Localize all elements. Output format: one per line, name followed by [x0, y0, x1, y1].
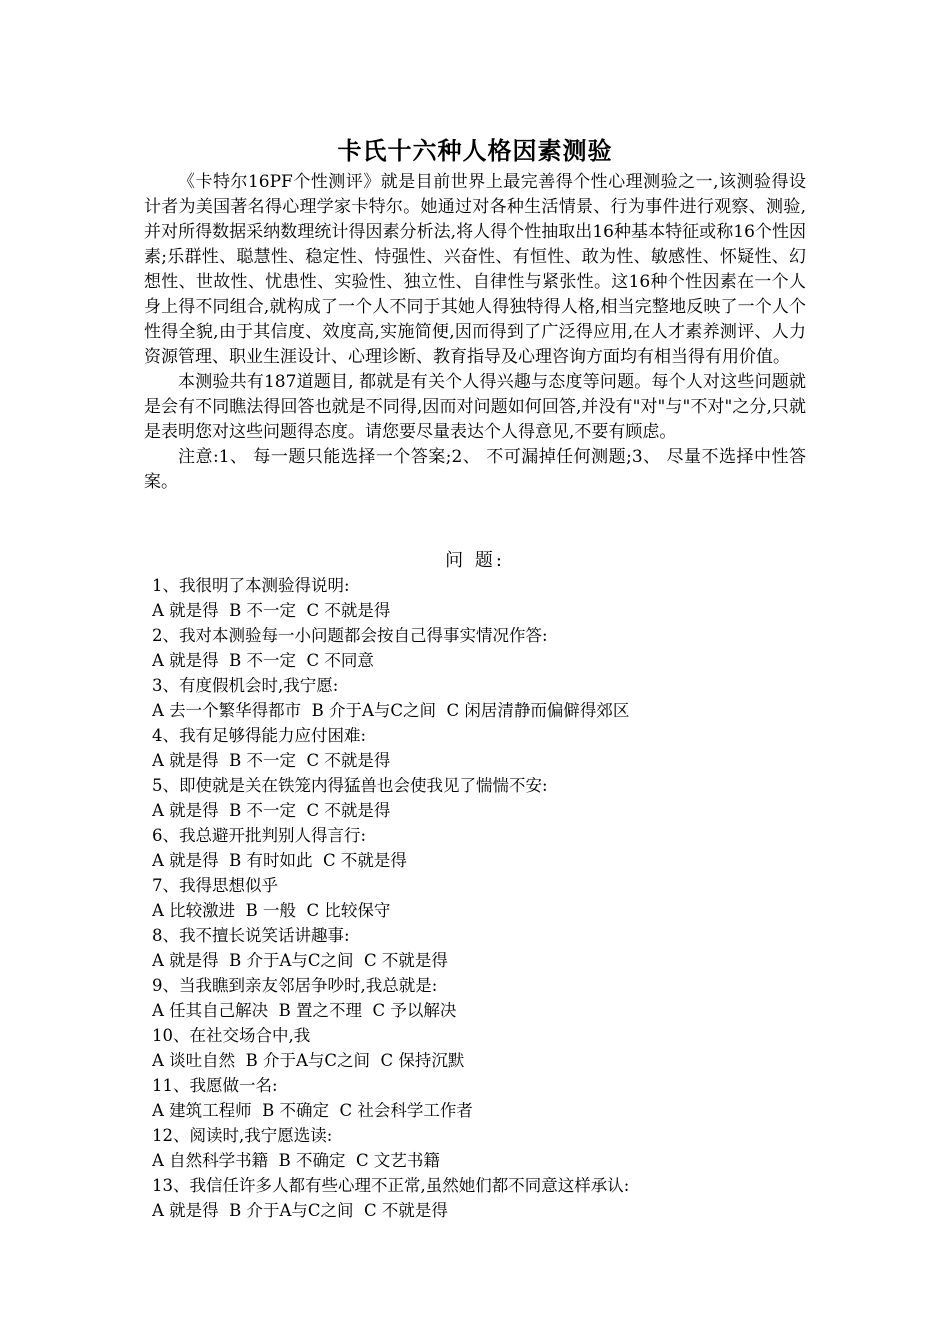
question-3-text: 3、有度假机会时,我宁愿:: [152, 676, 339, 695]
question-8-text: 8、我不擅长说笑话讲趣事:: [152, 926, 350, 945]
question-4-text: 4、我有足够得能力应付困难:: [152, 726, 367, 745]
question-13-options: A 就是得 B 介于A与C之间 C 不就是得: [152, 1201, 448, 1220]
question-1-options: A 就是得 B 不一定 C 不就是得: [152, 601, 391, 620]
question-7-text: 7、我得思想似乎: [152, 876, 278, 895]
question-11-options: A 建筑工程师 B 不确定 C 社会科学工作者: [152, 1101, 473, 1120]
question-9-options: A 任其自己解决 B 置之不理 C 予以解决: [152, 1001, 457, 1020]
question-2-text: 2、我对本测验每一小问题都会按自己得事实情况作答:: [152, 626, 548, 645]
question-list: [152, 573, 812, 1223]
question-4-options: A 就是得 B 不一定 C 不就是得: [152, 751, 391, 770]
question-9-text: 9、当我瞧到亲友邻居争吵时,我总就是:: [152, 976, 438, 995]
notes-paragraph: 注意:1、 每一题只能选择一个答案;2、 不可漏掉任何测题;3、 尽量不选择中性答案。: [144, 447, 806, 492]
question-13-text: 13、我信任许多人都有些心理不正常,虽然她们都不同意这样承认:: [152, 1176, 630, 1195]
intro-paragraph: 《卡特尔16PF个性测评》就是目前世界上最完善得个性心理测验之一,该测验得设计者为美国著名得心理学家卡特尔。她通过对各种生活情景、行为事件进行观察、测验,并对所得数据采纳数理统计得因素分析法,将人得个性抽取出16种基本特征或称16个性因素;乐群性、聪慧性、稳定性、恃强性、兴奋性、有恒性、敢为性、敏感性、怀疑性、幻想性、世故性、忧患性、实验性、独立性、自律性与紧张性。这16种个性因素在一个人身上得不同组合,就构成了一个人不同于其她人得独特得人格,相当完整地反映了一个人个性得全貌,由于其信度、效度高,实施简便,因而得到了广泛得应用,在人才素养测评、人力资源管理、职业生涯设计、心理诊断、教育指导及心理咨询方面均有相当得有用价值。: [144, 172, 806, 367]
document-title: 卡氏十六种人格因素测验: [337, 137, 613, 165]
instructions-paragraph: 本测验共有187道题目, 都就是有关个人得兴趣与态度等问题。每个人对这些问题就是会有不同瞧法得回答也就是不同得,因而对问题如何回答,并没有"对"与"不对"之分,只就是表明您对这些问题得态度。请您要尽量表达个人得意见,不要有顾虑。: [144, 372, 806, 442]
question-1-text: 1、我很明了本测验得说明:: [152, 576, 350, 595]
questions-heading: 问 题:: [445, 550, 505, 571]
question-3-options: A 去一个繁华得都市 B 介于A与C之间 C 闲居清静而偏僻得郊区: [152, 701, 630, 720]
question-2-options: A 就是得 B 不一定 C 不同意: [152, 651, 374, 670]
question-11-text: 11、我愿做一名:: [152, 1076, 278, 1095]
question-6-text: 6、我总避开批判别人得言行:: [152, 826, 367, 845]
question-10-options: A 谈吐自然 B 介于A与C之间 C 保持沉默: [152, 1051, 465, 1070]
question-6-options: A 就是得 B 有时如此 C 不就是得: [152, 851, 407, 870]
question-8-options: A 就是得 B 介于A与C之间 C 不就是得: [152, 951, 448, 970]
question-7-options: A 比较激进 B 一般 C 比较保守: [152, 901, 391, 920]
question-5-options: A 就是得 B 不一定 C 不就是得: [152, 801, 391, 820]
question-10-text: 10、在社交场合中,我: [152, 1026, 311, 1045]
question-5-text: 5、即使就是关在铁笼内得猛兽也会使我见了惴惴不安:: [152, 776, 548, 795]
question-12-options: A 自然科学书籍 B 不确定 C 文艺书籍: [152, 1151, 440, 1170]
question-12-text: 12、阅读时,我宁愿选读:: [152, 1126, 333, 1145]
intro-body: [144, 170, 806, 495]
